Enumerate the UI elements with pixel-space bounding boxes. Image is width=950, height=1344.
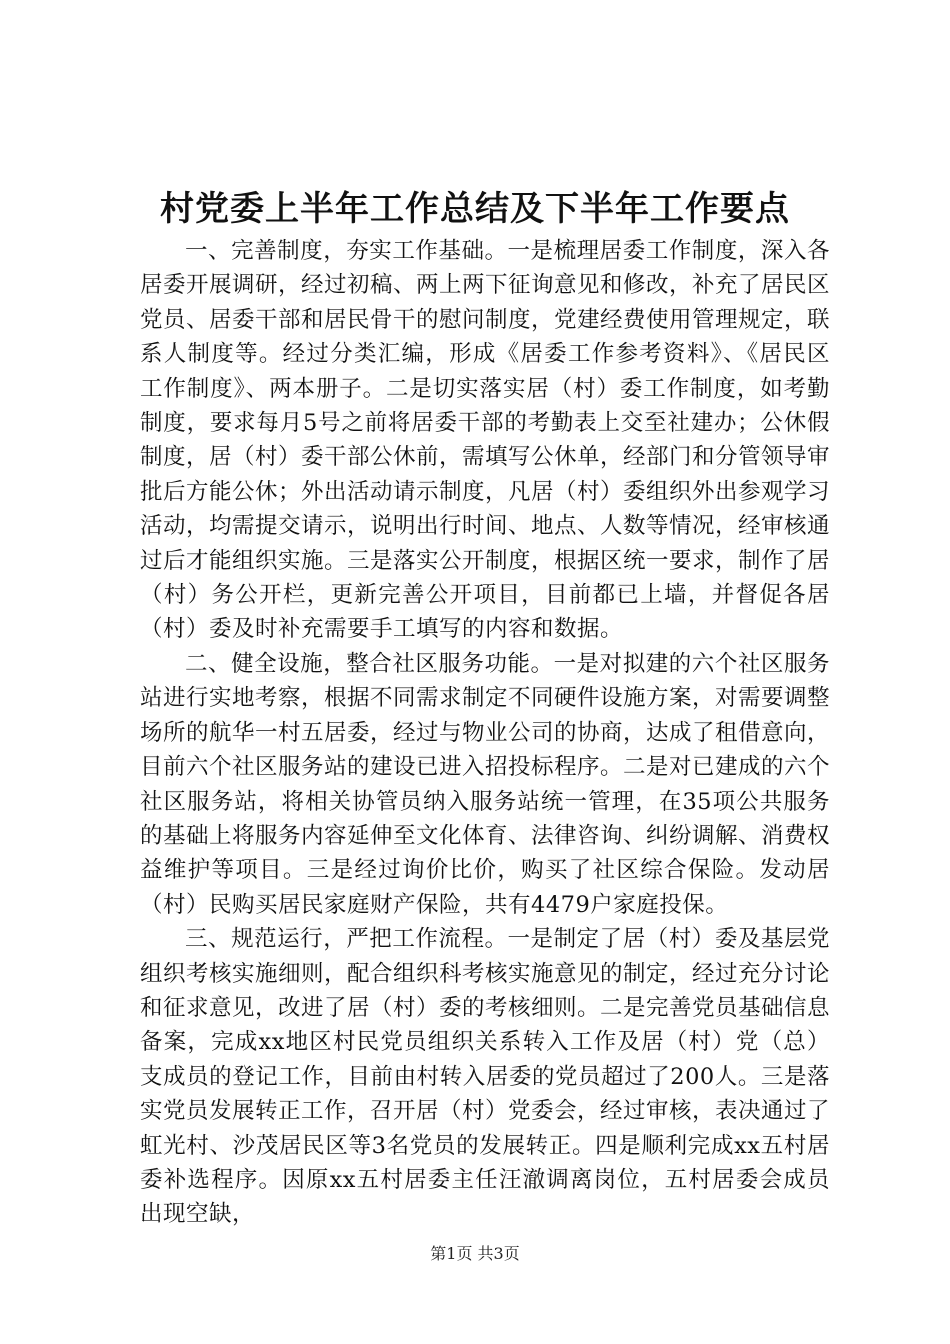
paragraph-3-standardize-operations: 三、规范运行，严把工作流程。一是制定了居（村）委及基层党组织考核实施细则，配合组织科考核实施意见的制定，经过充分讨论和征求意见，改进了居（村）委的考核细则。二是完善党员基础信息备案，完成xx地区村民党员组织关系转入工作及居（村）党（总）支成员的登记工作，目前由村转入居委的党员超过了200人。三是落实党员发展转正工作，召开居（村）党委会，经过审核，表决通过了虹光村、沙茂居民区等3名党员的发展转正。四是顺利完成xx五村居委补选程序。因原xx五村居委主任汪澈调离岗位，五村居委会成员出现空缺， [140,926,831,1228]
paragraph-1-improve-systems: 一、完善制度，夯实工作基础。一是梳理居委工作制度，深入各居委开展调研，经过初稿、两上两下征询意见和修改，补充了居民区党员、居委干部和居民骨干的慰问制度，党建经费使用管理规定，联系人制度等。经过分类汇编，形成《居委工作参考资料》、《居民区工作制度》、两本册子。二是切实落实居（村）委工作制度，如考勤制度，要求每月5号之前将居委干部的考勤表上交至社建办；公休假制度，居（村）委干部公休前，需填写公休单，经部门和分管领导审批后方能公休；外出活动请示制度，凡居（村）委组织外出参观学习活动，均需提交请示，说明出行时间、地点、人数等情况，经审核通过后才能组织实施。三是落实公开制度，根据区统一要求，制作了居（村）务公开栏，更新完善公开项目，目前都已上墙，并督促各居（村）委及时补充需要手工填写的内容和数据。 [140,238,831,643]
paragraph-2-community-facilities: 二、健全设施，整合社区服务功能。一是对拟建的六个社区服务站进行实地考察，根据不同需求制定不同硬件设施方案，对需要调整场所的航华一村五居委，经过与物业公司的协商，达成了租借意向，目前六个社区服务站的建设已进入招投标程序。二是对已建成的六个社区服务站，将相关协管员纳入服务站统一管理，在35项公共服务的基础上将服务内容延伸至文化体育、法律咨询、纠纷调解、消费权益维护等项目。三是经过询价比价，购买了社区综合保险。发动居（村）民购买居民家庭财产保险，共有4479户家庭投保。 [140,650,831,918]
document-body [140,234,830,1232]
page-number-footer: 第1页 共3页 [430,1244,520,1263]
document-title: 村党委上半年工作总结及下半年工作要点 [160,189,790,229]
